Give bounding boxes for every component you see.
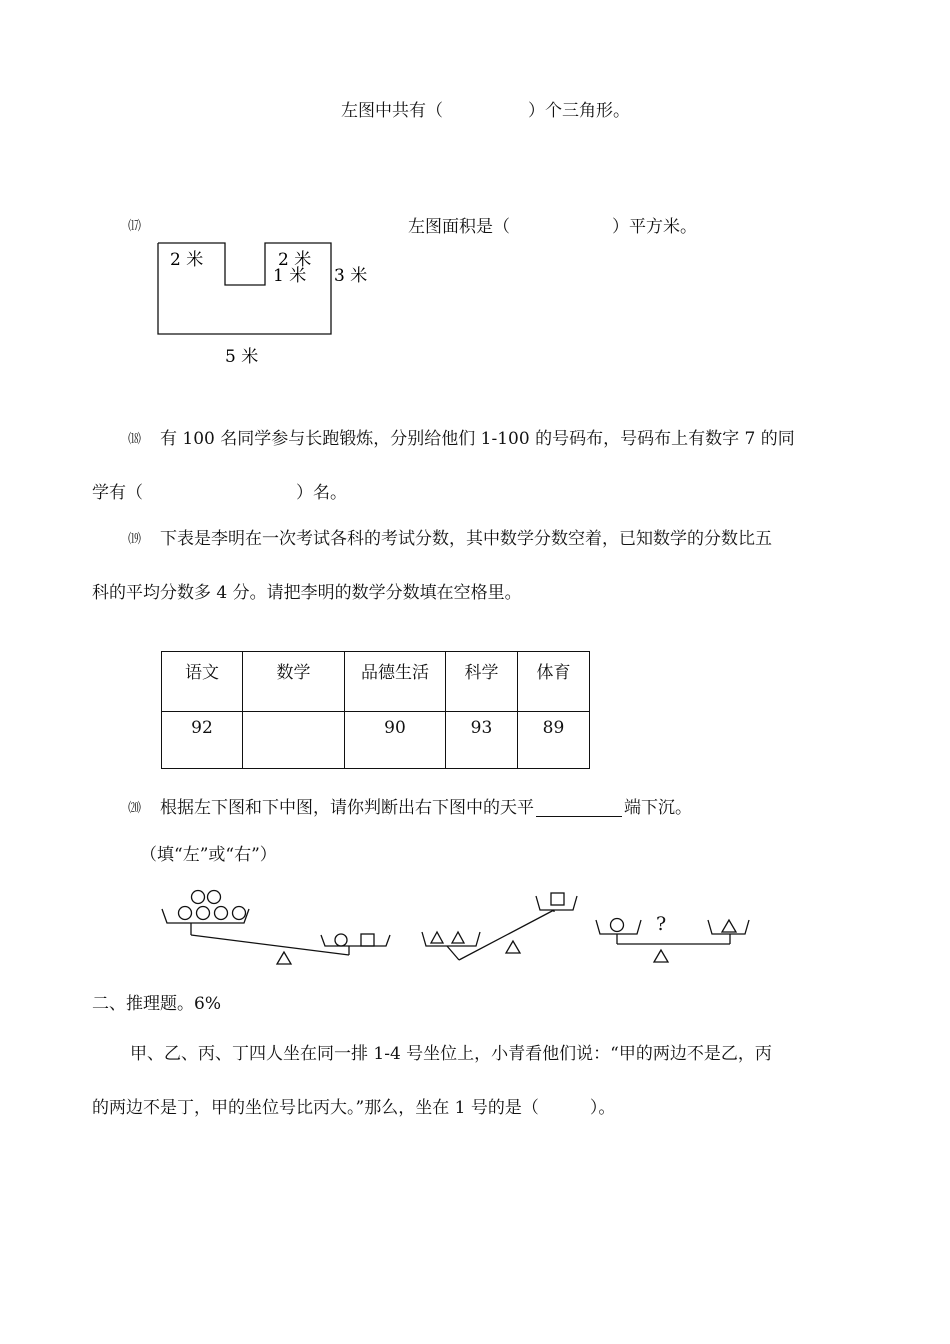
header-cell: 数学	[243, 652, 345, 712]
label-right-top: 2 米	[278, 250, 312, 270]
balance-right	[596, 919, 749, 963]
square-icon	[551, 893, 564, 905]
header-cell: 语文	[162, 652, 243, 712]
triangle-icon	[431, 932, 443, 943]
circle-icon	[215, 907, 228, 920]
fulcrum-icon	[277, 952, 291, 964]
q20-text-after: 端下沉。	[624, 798, 692, 818]
q18-number: ⒅	[128, 432, 142, 447]
header-cell: 品德生活	[345, 652, 446, 712]
table-value-row	[162, 712, 590, 769]
header-cell: 体育	[518, 652, 590, 712]
q19-line1: 下表是李明在一次考试各科的考试分数，其中数学分数空着，已知数学的分数比五	[160, 529, 772, 549]
circle-icon	[335, 934, 347, 946]
section2-line2: 的两边不是丁，甲的坐位号比丙大。”那么，坐在 1 号的是（ ）。	[92, 1098, 616, 1118]
q18-line2: 学有（ ）名。	[92, 483, 347, 503]
value-cell: 93	[446, 712, 518, 769]
circle-icon	[208, 891, 221, 904]
value-cell: 89	[518, 712, 590, 769]
middle-pan-right	[536, 896, 577, 910]
left-pan-right	[321, 935, 390, 946]
question-mark: ?	[656, 913, 667, 935]
label-notch: 1 米	[273, 266, 307, 286]
q16-text: 左图中共有（ ）个三角形。	[341, 101, 630, 121]
value-cell: 92	[162, 712, 243, 769]
middle-pan-left	[422, 932, 480, 946]
fulcrum-icon	[506, 941, 520, 953]
area-diagram	[150, 235, 390, 375]
q19-line2: 科的平均分数多 4 分。请把李明的数学分数填在空格里。	[92, 583, 522, 603]
circle-icon	[197, 907, 210, 920]
circle-icon	[233, 907, 246, 920]
balance-diagrams	[150, 880, 790, 970]
q17-number: ⒄	[128, 219, 142, 234]
q20-line	[160, 800, 692, 817]
balance-left	[162, 891, 390, 965]
score-table	[161, 651, 590, 769]
triangle-icon	[452, 932, 464, 943]
q20-number: ⒇	[128, 801, 142, 816]
left-pan-left	[162, 909, 249, 923]
section2-line1: 甲、乙、丙、丁四人坐在同一排 1-4 号坐位上，小青看他们说：“甲的两边不是乙，丙	[130, 1044, 772, 1064]
table-header-row	[162, 652, 590, 712]
label-left-top: 2 米	[170, 250, 204, 270]
circle-icon	[192, 891, 205, 904]
header-cell: 科学	[446, 652, 518, 712]
circle-icon	[179, 907, 192, 920]
section2-title: 二、推理题。6%	[92, 994, 221, 1014]
q19-number: ⒆	[128, 532, 142, 547]
triangle-icon	[722, 920, 736, 932]
math-score-cell[interactable]	[243, 712, 345, 769]
square-icon	[361, 934, 374, 946]
q20-text-before: 根据左下图和下中图，请你判断出右下图中的天平	[160, 798, 534, 818]
circle-icon	[611, 919, 624, 932]
q20-hint: （填“左”或“右”）	[140, 845, 277, 865]
label-bottom: 5 米	[225, 347, 259, 367]
q17-text: 左图面积是（ ）平方米。	[408, 217, 697, 237]
value-cell: 90	[345, 712, 446, 769]
balance-middle	[422, 893, 577, 960]
label-height: 3 米	[334, 266, 368, 286]
q18-line1: 有 100 名同学参与长跑锻炼，分别给他们 1-100 的号码布，号码布上有数字 7 的同	[160, 429, 795, 449]
fulcrum-icon	[654, 950, 668, 962]
answer-blank[interactable]	[536, 800, 622, 817]
